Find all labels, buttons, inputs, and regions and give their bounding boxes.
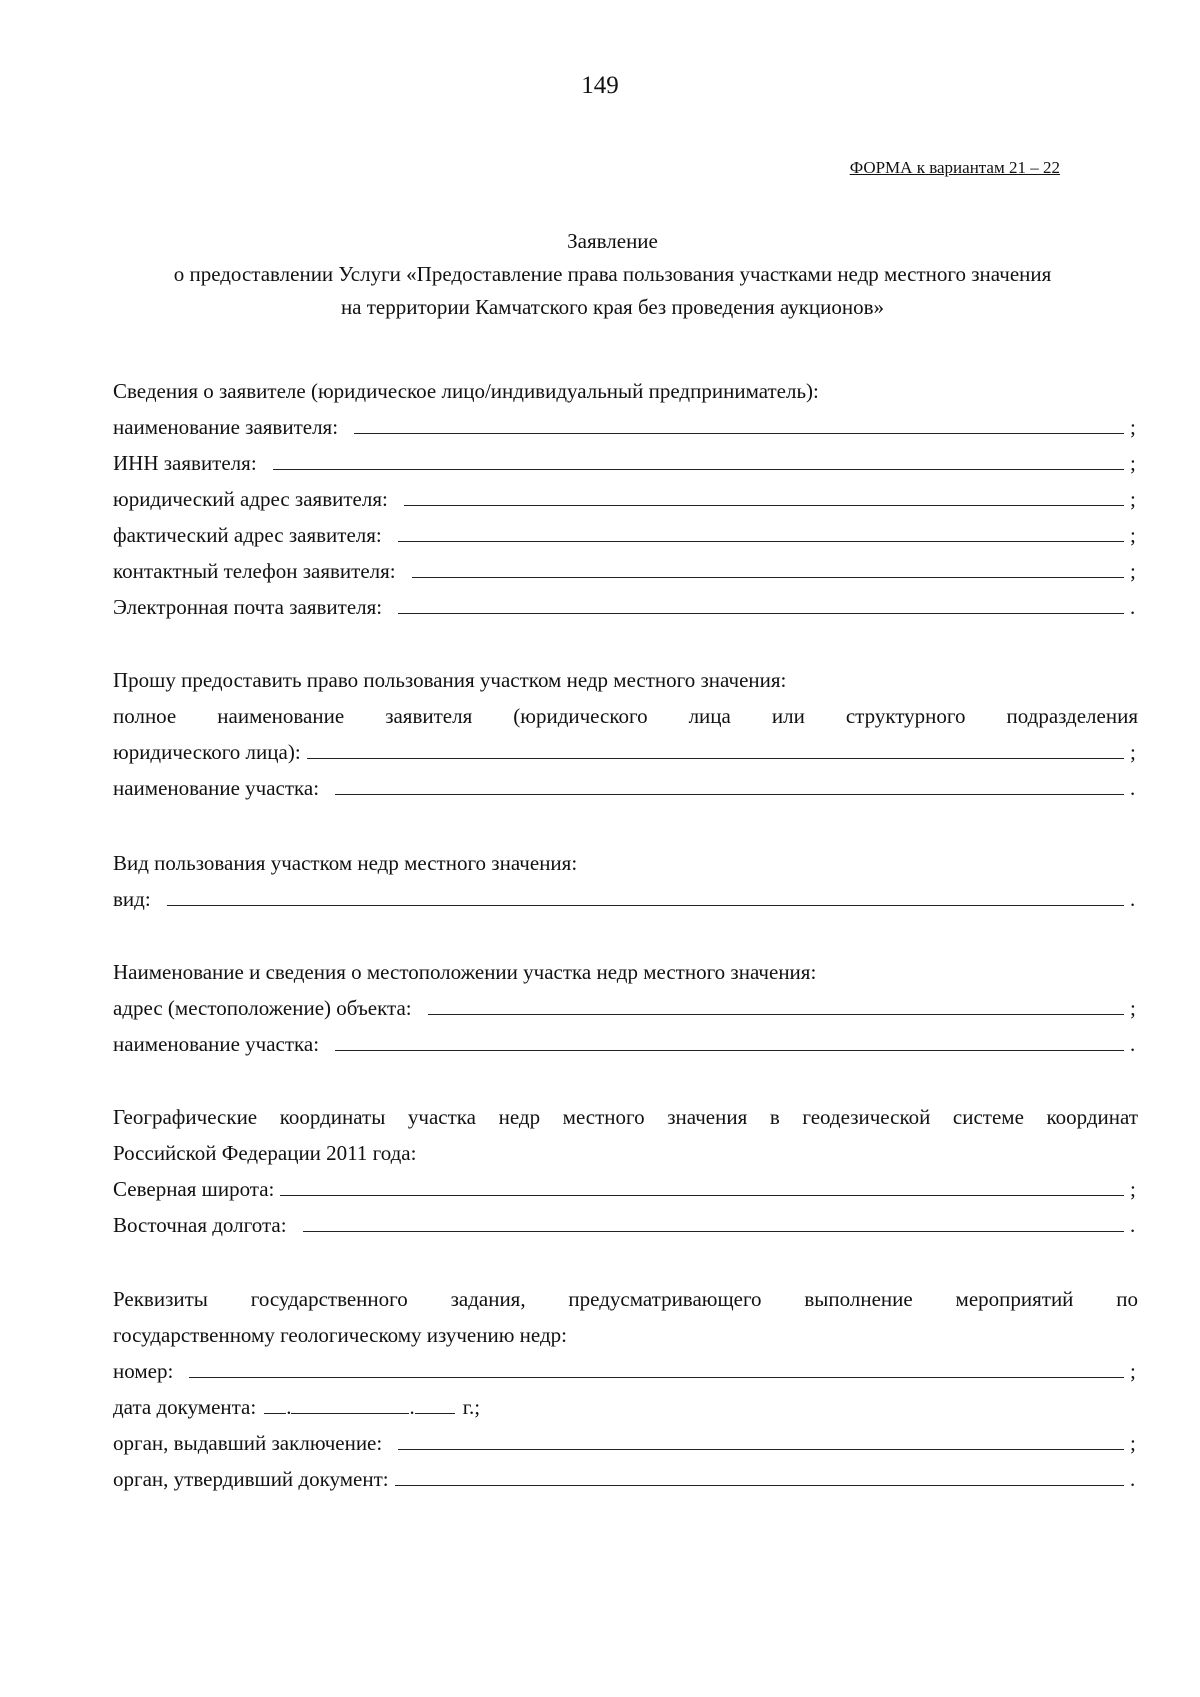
applicant-name-row — [113, 409, 1138, 445]
applicant-legal-address-field[interactable] — [404, 482, 1124, 506]
request-site-name-row — [113, 770, 1138, 806]
usage-type-row — [113, 881, 1138, 917]
usage-type-field[interactable] — [167, 882, 1124, 906]
state-task-issuer-field[interactable] — [398, 1426, 1124, 1450]
semicolon: ; — [1130, 1359, 1136, 1383]
form-reference: ФОРМА к вариантам 21 – 22 — [849, 158, 1060, 177]
state-task-approver-row — [113, 1461, 1138, 1497]
applicant-inn-field[interactable] — [273, 446, 1124, 470]
applicant-section — [113, 373, 1138, 625]
applicant-phone-row — [113, 553, 1138, 589]
state-task-section — [113, 1281, 1138, 1497]
state-task-number-field[interactable] — [189, 1354, 1124, 1378]
coordinates-section — [113, 1099, 1138, 1243]
state-task-issuer-label: орган, выдавший заключение: — [113, 1431, 383, 1455]
dot: . — [1130, 1213, 1136, 1237]
date-separator: . — [286, 1395, 292, 1419]
state-task-approver-label: орган, утвердивший документ: — [113, 1467, 389, 1491]
request-section — [113, 662, 1138, 806]
title-line-3: на территории Камчатского края без проведения аукционов» — [340, 295, 885, 319]
coordinates-north-label: Северная широта: — [113, 1177, 275, 1201]
state-task-date-label: дата документа: — [113, 1395, 257, 1419]
request-full-name-field[interactable] — [307, 735, 1124, 759]
coordinates-north-field[interactable] — [280, 1172, 1124, 1196]
applicant-email-field[interactable] — [398, 590, 1124, 614]
applicant-name-label: наименование заявителя: — [113, 415, 339, 439]
location-address-row — [113, 990, 1138, 1026]
applicant-phone-field[interactable] — [412, 554, 1124, 578]
title-line-2: о предоставлении Услуги «Предоставление права пользования участками недр местного значения — [173, 262, 1052, 286]
state-task-number-label: номер: — [113, 1359, 174, 1383]
dot: . — [1130, 1467, 1136, 1491]
location-site-name-label: наименование участка: — [113, 1032, 320, 1056]
request-full-name-row — [113, 734, 1138, 770]
applicant-name-field[interactable] — [354, 410, 1124, 434]
date-month-field[interactable] — [291, 1390, 409, 1414]
state-task-approver-field[interactable] — [395, 1462, 1124, 1486]
applicant-phone-label: контактный телефон заявителя: — [113, 559, 396, 583]
request-site-name-field[interactable] — [335, 771, 1124, 795]
applicant-inn-label: ИНН заявителя: — [113, 451, 257, 475]
applicant-actual-address-field[interactable] — [398, 518, 1124, 542]
applicant-legal-address-row — [113, 481, 1138, 517]
request-full-name-line-1: полное наименование заявителя (юридического лица или структурного подразделения — [113, 704, 1138, 728]
request-heading: Прошу предоставить право пользования участком недр местного значения: — [113, 668, 787, 692]
semicolon: ; — [1130, 451, 1136, 475]
location-address-label: адрес (местоположение) объекта: — [113, 996, 412, 1020]
applicant-heading: Сведения о заявителе (юридическое лицо/индивидуальный предприниматель): — [113, 379, 819, 403]
location-heading: Наименование и сведения о местоположении участка недр местного значения: — [113, 960, 817, 984]
document-title — [110, 225, 1115, 324]
state-task-date-row — [113, 1389, 1138, 1425]
semicolon: ; — [1130, 1431, 1136, 1455]
coordinates-east-label: Восточная долгота: — [113, 1213, 287, 1237]
applicant-inn-row — [113, 445, 1138, 481]
date-year-field[interactable] — [415, 1390, 455, 1414]
request-full-name-label: юридического лица): — [113, 740, 301, 764]
date-year-suffix: г.; — [462, 1395, 481, 1419]
applicant-actual-address-row — [113, 517, 1138, 553]
title-line-1: Заявление — [567, 229, 658, 253]
semicolon: ; — [1130, 740, 1136, 764]
semicolon: ; — [1130, 487, 1136, 511]
date-day-field[interactable] — [264, 1390, 286, 1414]
page-number: 149 — [581, 72, 619, 99]
applicant-actual-address-label: фактический адрес заявителя: — [113, 523, 382, 547]
location-site-name-field[interactable] — [335, 1027, 1124, 1051]
location-site-name-row — [113, 1026, 1138, 1062]
coordinates-north-row — [113, 1171, 1138, 1207]
request-site-name-label: наименование участка: — [113, 776, 320, 800]
state-task-heading-line-1: Реквизиты государственного задания, предусматривающего выполнение мероприятий по — [113, 1287, 1138, 1311]
usage-heading: Вид пользования участком недр местного значения: — [113, 851, 578, 875]
applicant-legal-address-label: юридический адрес заявителя: — [113, 487, 388, 511]
state-task-heading-line-2: государственному геологическому изучению недр: — [113, 1323, 567, 1347]
dot: . — [1130, 1032, 1136, 1056]
dot: . — [1130, 595, 1136, 619]
dot: . — [1130, 887, 1136, 911]
coordinates-east-field[interactable] — [303, 1208, 1124, 1232]
applicant-email-row — [113, 589, 1138, 625]
location-address-field[interactable] — [428, 991, 1124, 1015]
dot: . — [1130, 776, 1136, 800]
semicolon: ; — [1130, 559, 1136, 583]
usage-section — [113, 845, 1138, 917]
semicolon: ; — [1130, 1177, 1136, 1201]
state-task-issuer-row — [113, 1425, 1138, 1461]
semicolon: ; — [1130, 415, 1136, 439]
coordinates-east-row — [113, 1207, 1138, 1243]
usage-type-label: вид: — [113, 887, 151, 911]
date-separator: . — [409, 1395, 415, 1419]
semicolon: ; — [1130, 996, 1136, 1020]
coordinates-heading-line-2: Российской Федерации 2011 года: — [113, 1141, 417, 1165]
semicolon: ; — [1130, 523, 1136, 547]
applicant-email-label: Электронная почта заявителя: — [113, 595, 383, 619]
location-section — [113, 954, 1138, 1062]
coordinates-heading-line-1: Географические координаты участка недр местного значения в геодезической системе координат — [113, 1105, 1138, 1129]
state-task-number-row — [113, 1353, 1138, 1389]
